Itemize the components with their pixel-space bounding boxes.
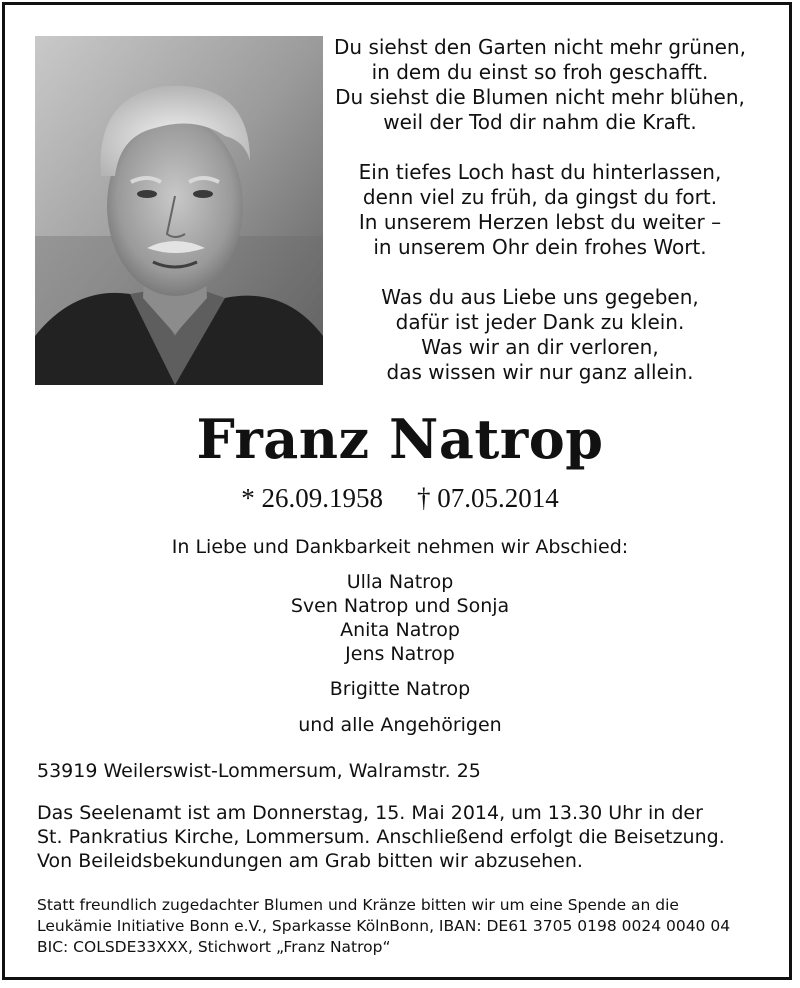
donation-info xyxy=(37,895,777,958)
poem-line: Was wir an dir verloren, xyxy=(421,335,659,359)
death-date: † 07.05.2014 xyxy=(417,483,559,513)
birth-date: * 26.09.1958 xyxy=(241,483,383,513)
poem-stanza xyxy=(330,35,750,135)
poem-line: Du siehst den Garten nicht mehr grünen, xyxy=(334,35,746,59)
service-info xyxy=(37,801,777,873)
donation-line: Statt freundlich zugedachter Blumen und Kränze bitten wir um eine Spende an die xyxy=(37,896,679,914)
deceased-name: Franz Natrop xyxy=(196,407,604,471)
donation-line: Leukämie Initiative Bonn e.V., Sparkasse KölnBonn, IBAN: DE61 3705 0198 0024 0040 04 xyxy=(37,917,731,935)
poem-line: in dem du einst so froh geschafft. xyxy=(371,60,709,84)
mourner-name: Sven Natrop und Sonja xyxy=(290,595,510,617)
mourners-list xyxy=(0,570,800,666)
mourner-name: Anita Natrop xyxy=(340,619,460,641)
mourner-name: Jens Natrop xyxy=(345,643,455,665)
poem-line: Du siehst die Blumen nicht mehr blühen, xyxy=(335,85,745,109)
portrait-photo xyxy=(35,36,323,385)
relatives-line: und alle Angehörigen xyxy=(298,714,502,736)
poem-stanza xyxy=(330,160,750,260)
poem-line: Was du aus Liebe uns gegeben, xyxy=(381,285,699,309)
memorial-poem xyxy=(330,35,750,385)
poem-line: dafür ist jeder Dank zu klein. xyxy=(395,310,685,334)
service-line: Von Beileidsbekundungen am Grab bitten wir abzusehen. xyxy=(37,850,583,872)
poem-line: das wissen wir nur ganz allein. xyxy=(386,360,694,384)
donation-line: BIC: COLSDE33XXX, Stichwort „Franz Natrop“ xyxy=(37,938,391,956)
poem-stanza xyxy=(330,285,750,385)
service-line: Das Seelenamt ist am Donnerstag, 15. Mai 2014, um 13.30 Uhr in der xyxy=(37,802,703,824)
poem-line: in unserem Ohr dein frohes Wort. xyxy=(373,235,707,259)
poem-line: In unserem Herzen lebst du weiter – xyxy=(358,210,722,234)
poem-line: weil der Tod dir nahm die Kraft. xyxy=(383,110,697,134)
mourner-name: Ulla Natrop xyxy=(346,571,454,593)
farewell-line: In Liebe und Dankbarkeit nehmen wir Abschied: xyxy=(171,536,629,558)
poem-line: denn viel zu früh, da gingst du fort. xyxy=(362,185,718,209)
life-dates xyxy=(0,481,800,515)
poem-line: Ein tiefes Loch hast du hinterlassen, xyxy=(358,160,722,184)
service-line: St. Pankratius Kirche, Lommersum. Anschließend erfolgt die Beisetzung. xyxy=(37,826,725,848)
family-address: 53919 Weilerswist-Lommersum, Walramstr. 25 xyxy=(37,760,481,782)
mourner-extra: Brigitte Natrop xyxy=(329,678,471,700)
